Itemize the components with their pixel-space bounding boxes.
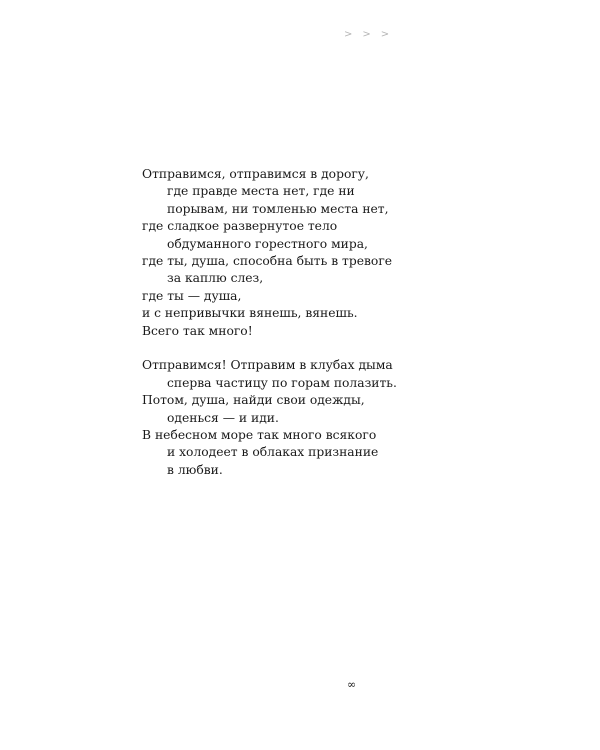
poem-line: сперва частицу по горам полазить.: [167, 375, 397, 390]
stanza: [142, 357, 442, 479]
header-chevron-marks: [344, 29, 389, 40]
poem-body: [142, 166, 442, 479]
chevron-right-icon: >: [362, 29, 371, 40]
poem-line: Отправимся, отправимся в дорогу,: [142, 167, 369, 181]
poem-line: обдуманного горестного мира,: [167, 236, 368, 251]
poem-line: где сладкое развернутое тело: [142, 219, 338, 234]
poem-line: в любви.: [167, 462, 223, 477]
poem-line: Отправимся! Отправим в клубах дыма: [142, 358, 393, 373]
poem-line: где ты, душа, способна быть в тревоге: [142, 254, 393, 269]
poem-line: где ты — душа,: [142, 288, 242, 303]
poem-line: и с непривычки вянешь, вянешь.: [142, 306, 358, 321]
poem-line: Потом, душа, найди свои одежды,: [142, 393, 365, 408]
poem-line: В небесном море так много всякого: [142, 428, 377, 443]
stanza: [142, 166, 442, 340]
chevron-right-icon: >: [344, 29, 353, 40]
page-number: ∞: [347, 678, 357, 691]
poem-line: оденься — и иди.: [167, 410, 279, 425]
poem-line: и холодеет в облаках признание: [167, 445, 379, 460]
poem-line: Всего так много!: [142, 323, 253, 338]
chevron-right-icon: >: [380, 29, 390, 40]
poem-line: за каплю слез,: [167, 271, 264, 286]
poem-line: где правде места нет, где ни: [167, 184, 355, 199]
poem-line: порывам, ни томленью места нет,: [167, 201, 389, 216]
